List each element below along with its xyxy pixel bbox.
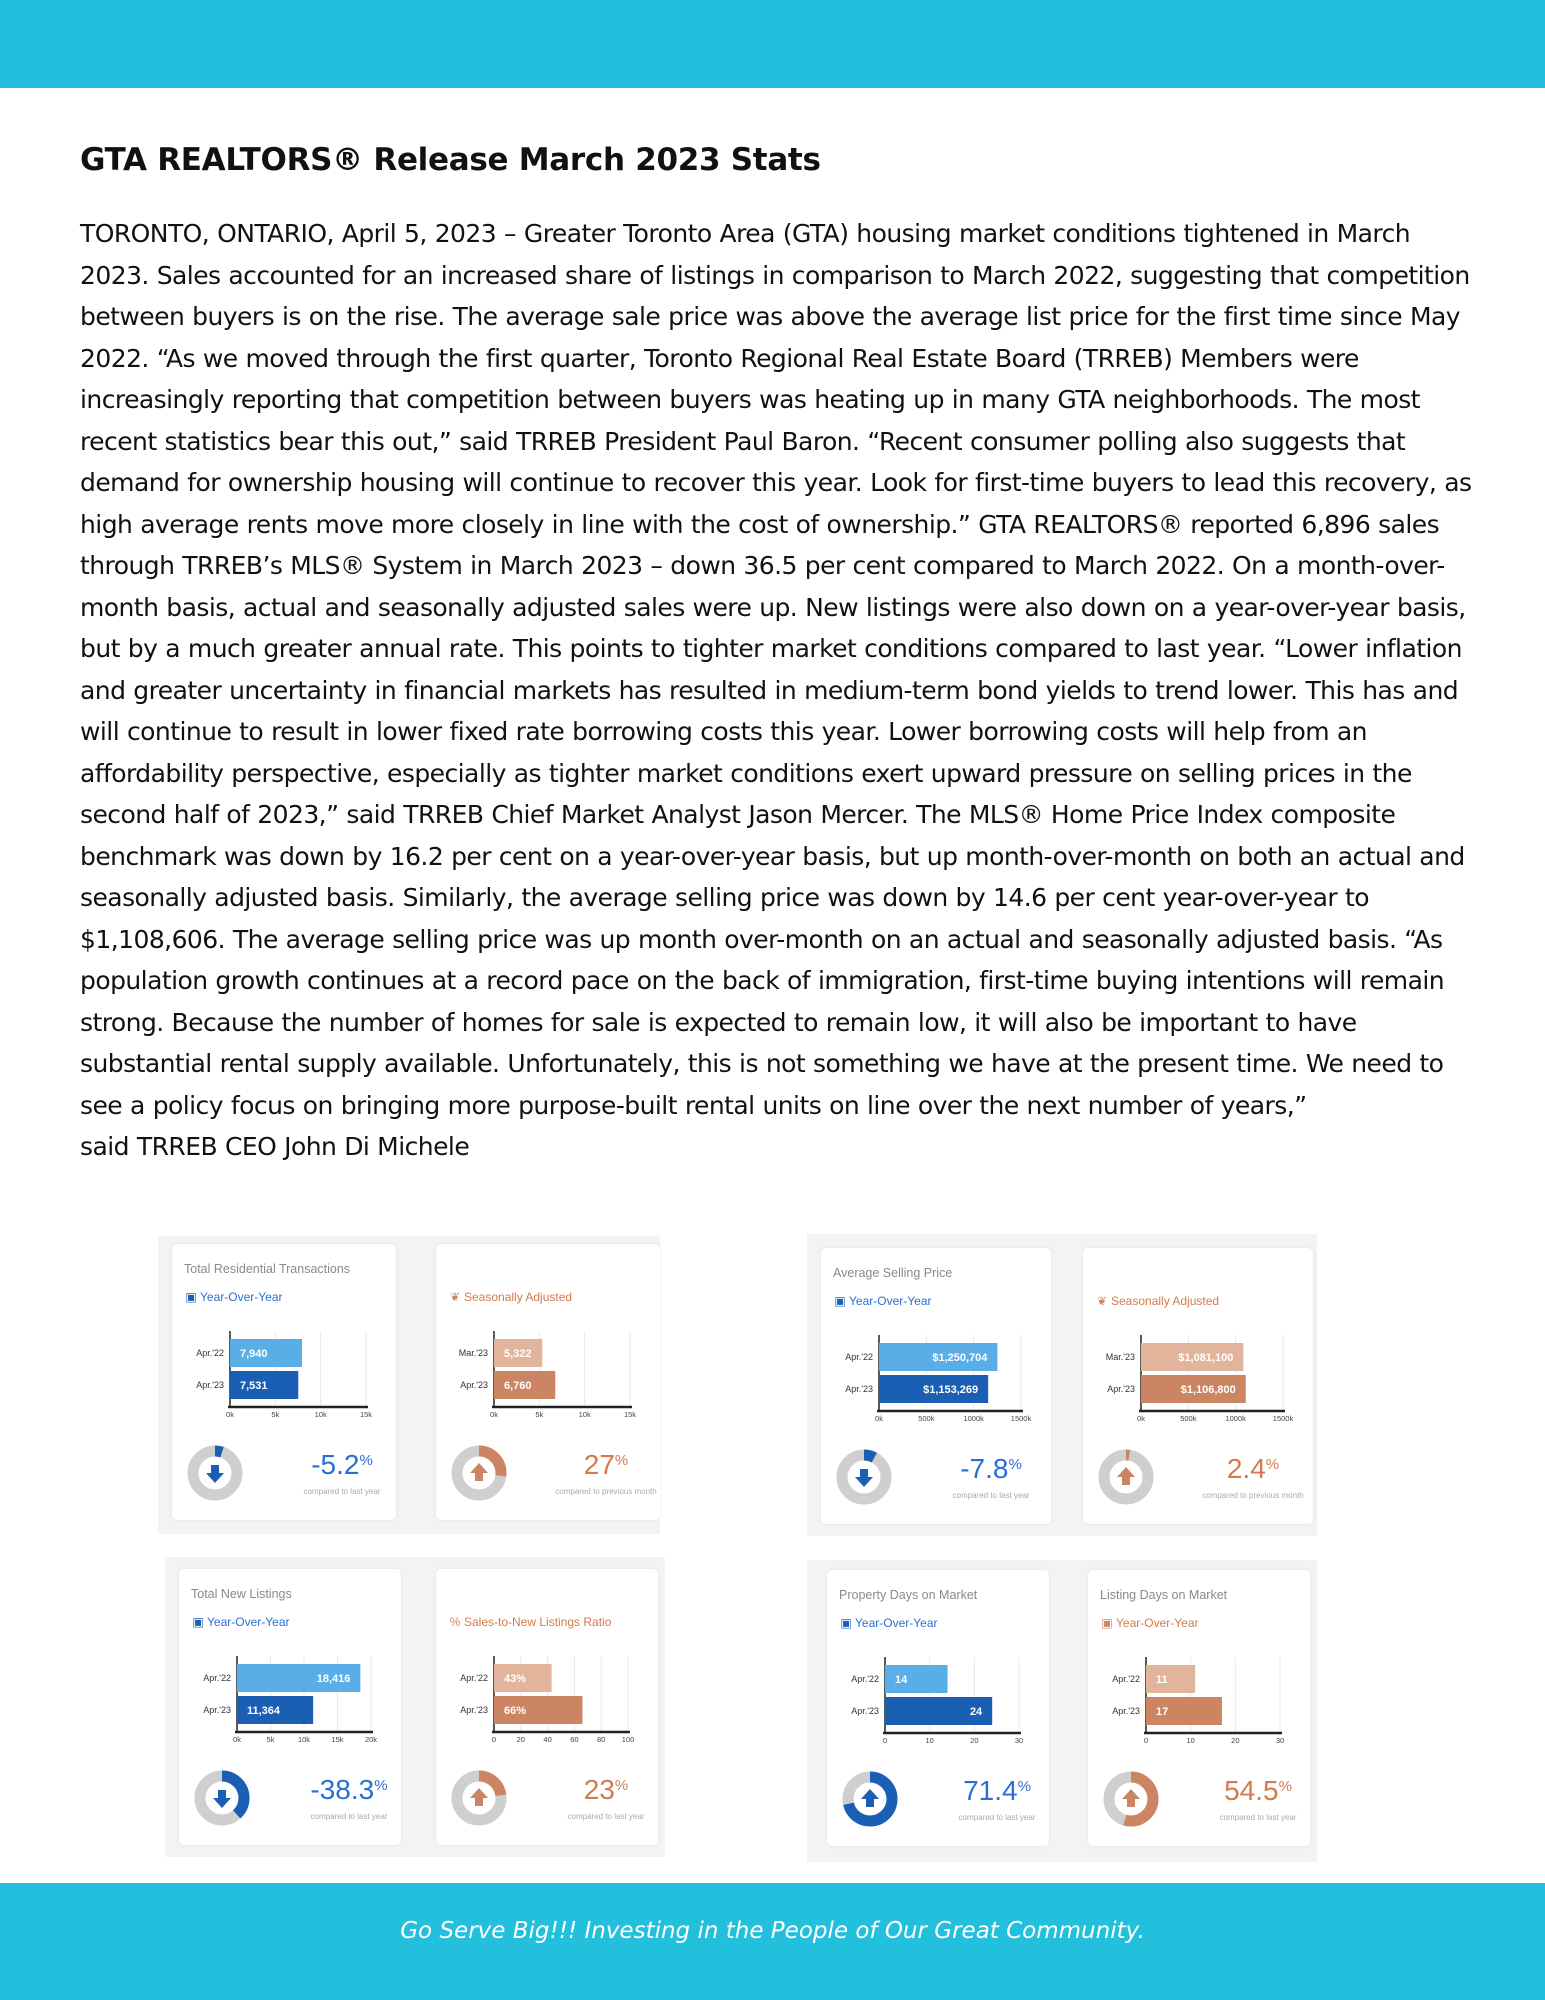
change-percent [536, 1774, 658, 1806]
footer-tagline: Go Serve Big!!! Investing in the People of Our Great Community. [400, 1918, 1145, 1944]
card-subtitle [184, 1290, 283, 1304]
change-percent [1188, 1775, 1310, 1807]
stats-group-price [807, 1234, 1317, 1536]
x-tick-label: 5k [535, 1410, 544, 1419]
x-tick-label: 1500k [1010, 1414, 1032, 1423]
x-tick-label: 30 [1014, 1736, 1024, 1745]
change-value: -5.2 [311, 1449, 360, 1480]
x-tick-label: 0 [1143, 1736, 1149, 1745]
bar-category-label: Mar.'23 [1105, 1352, 1135, 1362]
change-donut [186, 1444, 244, 1502]
bar-category-label: Apr.'22 [851, 1674, 879, 1684]
change-caption: compared to previous month [1202, 1491, 1304, 1500]
bar-category-label: Apr.'22 [1112, 1674, 1140, 1684]
x-tick-label: 20k [364, 1735, 378, 1744]
x-tick-label: 80 [597, 1735, 606, 1744]
donut-svg [450, 1769, 508, 1827]
bar-value-label: 5,322 [504, 1348, 532, 1360]
change-value: 71.4 [963, 1775, 1018, 1806]
change-caption: compared to last year [310, 1812, 388, 1821]
card-subtitle [839, 1616, 938, 1630]
bar-chart-svg [1098, 1655, 1290, 1755]
donut-svg [193, 1769, 251, 1827]
article-paragraph: TORONTO, ONTARIO, April 5, 2023 – Greater Toronto Area (GTA) housing market conditions tightened in March 2023. Sales accounted for an increased share of listings in comparison to March 2022, suggesting that competition between buyers is on the rise. The average sale price was above the average list price for the first time since May 2022. “As we moved through the first quarter, Toronto Regional Real Estate Board (TRREB) Members were increasingly reporting that competition between buyers was heating up in many GTA neighborhoods. The most recent statistics bear this out,” said TRREB President Paul Baron. “Recent consumer polling also suggests that demand for ownership housing will continue to recover this year. Look for first-time buyers to lead this recovery, as high average rents move more closely in line with the cost of ownership.” GTA REALTORS® reported 6,896 sales through TRREB’s MLS® System in March 2023 – down 36.5 per cent compared to March 2022. On a month-over-month basis, actual and seasonally adjusted sales were up. New listings were also down on a year-over-year basis, but by a much greater annual rate. This points to tighter market conditions compared to last year. “Lower inflation and greater uncertainty in financial markets has resulted in medium-term bond yields to trend lower. This has and will continue to result in lower fixed rate borrowing costs this year. Lower borrowing costs will help from an affordability perspective, especially as tighter market conditions exert upward pressure on selling prices in the second half of 2023,” said TRREB Chief Market Analyst Jason Mercer. The MLS® Home Price Index composite benchmark was down by 16.2 per cent on a year-over-year basis, but up month-over-month on both an actual and seasonally adjusted basis. Similarly, the average selling price was down by 14.6 per cent year-over-year to $1,108,606. The average selling price was up month over-month on an actual and seasonally adjusted basis. “As population growth continues at a record pace on the back of immigration, first-time buying intentions will remain strong. Because the number of homes for sale is expected to remain low, it will also be important to have substantial rental supply available. Unfortunately, this is not something we have at the present time. We need to see a policy focus on bringing more purpose-built rental units on line over the next number of years,” [80, 219, 1472, 1120]
x-tick-label: 0k [226, 1410, 234, 1419]
bar-chart [1093, 1333, 1293, 1433]
bar [1146, 1665, 1195, 1693]
change-percent-sign: % [359, 1452, 373, 1469]
calendar-icon: ▣ [840, 1616, 852, 1630]
change-value: 27 [583, 1449, 615, 1480]
bar-category-label: Apr.'23 [845, 1384, 873, 1394]
bar-chart [837, 1655, 1029, 1755]
change-value: -7.8 [960, 1453, 1009, 1484]
donut-svg [1097, 1448, 1155, 1506]
donut-svg [841, 1770, 899, 1828]
bar-category-label: Apr.'23 [460, 1705, 488, 1715]
change-donut [1097, 1448, 1155, 1506]
change-caption: compared to last year [1219, 1813, 1297, 1822]
stat-card-average-price [821, 1248, 1051, 1524]
card-subtitle-text: Year-Over-Year [207, 1615, 290, 1629]
bar-category-label: Apr.'22 [203, 1673, 231, 1683]
x-tick-label: 10k [314, 1410, 327, 1419]
card-subtitle [448, 1290, 572, 1304]
leaf-icon: ❦ [449, 1290, 461, 1304]
stats-group-transactions [158, 1236, 660, 1534]
change-value: 54.5 [1224, 1775, 1279, 1806]
stat-card-price-seasonal [1083, 1248, 1313, 1524]
bar-value-label: 11,364 [247, 1705, 281, 1717]
change-percent [1183, 1453, 1313, 1485]
bar-category-label: Apr.'23 [851, 1706, 879, 1716]
bar-category-label: Apr.'23 [1112, 1706, 1140, 1716]
change-caption: compared to last year [303, 1487, 381, 1496]
bar-value-label: $1,106,800 [1180, 1384, 1236, 1396]
bar-value-label: 7,940 [240, 1348, 268, 1360]
change-percent-sign: % [1017, 1778, 1031, 1795]
bar-chart [446, 1329, 640, 1429]
x-tick-label: 10k [578, 1410, 591, 1419]
x-tick-label: 15k [331, 1735, 344, 1744]
card-subtitle-text: Seasonally Adjusted [1111, 1294, 1220, 1308]
card-subtitle-text: Sales-to-New Listings Ratio [464, 1615, 612, 1629]
bar-value-label: 7,531 [240, 1380, 268, 1392]
card-title: Property Days on Market [839, 1588, 978, 1602]
bar-category-label: Apr.'23 [1107, 1384, 1135, 1394]
bar-category-label: Apr.'22 [845, 1352, 873, 1362]
bar-value-label: 18,416 [316, 1673, 351, 1685]
change-value: 2.4 [1226, 1453, 1266, 1484]
bar-chart [189, 1654, 381, 1754]
bar-chart-svg [446, 1654, 638, 1754]
x-tick-label: 40 [543, 1735, 552, 1744]
x-tick-label: 30 [1275, 1736, 1285, 1745]
change-donut [450, 1444, 508, 1502]
stat-card-property-days [827, 1570, 1049, 1846]
card-title: Listing Days on Market [1100, 1588, 1228, 1602]
header-band [0, 0, 1545, 88]
card-subtitle-text: Year-Over-Year [849, 1294, 932, 1308]
bar-value-label: 24 [969, 1706, 983, 1718]
change-percent [272, 1449, 396, 1481]
stats-group-listings [165, 1557, 665, 1857]
x-tick-label: 0k [875, 1414, 883, 1423]
bar-category-label: Apr.'22 [196, 1348, 224, 1358]
change-percent-sign: % [614, 1777, 629, 1794]
bar-chart-svg [837, 1655, 1029, 1755]
x-tick-label: 0k [1137, 1414, 1145, 1423]
change-caption: compared to last year [952, 1491, 1030, 1500]
x-tick-label: 1000k [1225, 1414, 1246, 1423]
stat-card-transactions-seasonal [436, 1244, 660, 1520]
bar-category-label: Apr.'22 [460, 1673, 488, 1683]
x-tick-label: 0 [882, 1736, 888, 1745]
card-subtitle [833, 1294, 932, 1308]
bar-value-label: 66% [504, 1705, 527, 1717]
change-caption: compared to last year [958, 1813, 1036, 1822]
x-tick-label: 1500k [1272, 1414, 1294, 1423]
bar-chart [831, 1333, 1031, 1433]
change-percent-sign: % [1265, 1456, 1280, 1473]
bar-chart [182, 1329, 376, 1429]
bar-category-label: Apr.'23 [460, 1380, 488, 1390]
bar-value-label: $1,250,704 [932, 1352, 988, 1364]
x-tick-label: 500k [1180, 1414, 1197, 1423]
change-percent-sign: % [374, 1777, 388, 1794]
bar-category-label: Apr.'23 [203, 1705, 231, 1715]
bar-value-label: 6,760 [504, 1380, 532, 1392]
bar-value-label: 14 [895, 1674, 908, 1686]
percent-icon: % [449, 1615, 461, 1629]
stat-card-total-transactions [172, 1244, 396, 1520]
bar-chart [446, 1654, 638, 1754]
change-donut [841, 1770, 899, 1828]
change-donut [1102, 1770, 1160, 1828]
x-tick-label: 10 [1186, 1736, 1195, 1745]
stats-group-days [807, 1560, 1317, 1862]
change-percent-sign: % [614, 1452, 629, 1469]
x-tick-label: 0k [490, 1410, 498, 1419]
article-closing: said TRREB CEO John Di Michele [80, 1132, 470, 1161]
x-tick-label: 1000k [963, 1414, 984, 1423]
change-percent [279, 1774, 401, 1806]
change-caption: compared to previous month [555, 1487, 657, 1496]
donut-svg [1102, 1770, 1160, 1828]
x-tick-label: 20 [1231, 1736, 1240, 1745]
x-tick-label: 5k [266, 1735, 275, 1744]
card-subtitle-text: Year-Over-Year [1116, 1616, 1199, 1630]
change-value: -38.3 [310, 1774, 375, 1805]
card-subtitle [191, 1615, 290, 1629]
x-tick-label: 10 [925, 1736, 934, 1745]
x-tick-label: 20 [516, 1735, 525, 1744]
card-subtitle [1095, 1294, 1219, 1308]
change-donut [835, 1448, 893, 1506]
bar-chart-svg [1093, 1333, 1293, 1433]
change-donut [450, 1769, 508, 1827]
bar-chart-svg [189, 1654, 381, 1754]
stat-card-new-listings [179, 1569, 401, 1845]
x-tick-label: 5k [271, 1410, 280, 1419]
x-tick-label: 20 [970, 1736, 979, 1745]
card-subtitle [448, 1615, 611, 1629]
bar-category-label: Apr.'23 [196, 1380, 224, 1390]
donut-svg [835, 1448, 893, 1506]
stat-card-listing-days [1088, 1570, 1310, 1846]
x-tick-label: 60 [570, 1735, 579, 1744]
bar-chart-svg [831, 1333, 1031, 1433]
card-subtitle [1100, 1616, 1199, 1630]
card-subtitle-text: Seasonally Adjusted [464, 1290, 573, 1304]
x-tick-label: 10k [297, 1735, 311, 1744]
donut-svg [450, 1444, 508, 1502]
bar-chart [1098, 1655, 1290, 1755]
bar-value-label: $1,153,269 [923, 1384, 979, 1396]
bar-value-label: 43% [504, 1673, 527, 1685]
calendar-icon: ▣ [185, 1290, 197, 1304]
calendar-icon: ▣ [1101, 1616, 1113, 1630]
x-tick-label: 500k [918, 1414, 935, 1423]
change-percent [536, 1449, 660, 1481]
change-donut [193, 1769, 251, 1827]
bar-chart-svg [446, 1329, 640, 1429]
article-body [80, 213, 1475, 1168]
change-value: 23 [583, 1774, 615, 1805]
x-tick-label: 15k [623, 1410, 637, 1419]
x-tick-label: 0k [233, 1735, 241, 1744]
bar-value-label: 17 [1156, 1706, 1169, 1718]
card-subtitle-text: Year-Over-Year [200, 1290, 283, 1304]
x-tick-label: 0 [491, 1735, 497, 1744]
stat-card-snlr [436, 1569, 658, 1845]
change-percent-sign: % [1008, 1456, 1022, 1473]
bar-chart-svg [182, 1329, 376, 1429]
change-percent [927, 1775, 1049, 1807]
change-percent-sign: % [1278, 1778, 1292, 1795]
leaf-icon: ❦ [1096, 1294, 1108, 1308]
change-percent [921, 1453, 1051, 1485]
card-title: Total New Listings [191, 1587, 292, 1601]
card-subtitle-text: Year-Over-Year [855, 1616, 938, 1630]
x-tick-label: 15k [359, 1410, 373, 1419]
card-title: Average Selling Price [833, 1266, 953, 1280]
change-caption: compared to last year [567, 1812, 645, 1821]
bar-value-label: $1,081,100 [1178, 1352, 1234, 1364]
card-title: Total Residential Transactions [184, 1262, 351, 1276]
calendar-icon: ▣ [192, 1615, 204, 1629]
x-tick-label: 100 [621, 1735, 635, 1744]
bar-value-label: 11 [1156, 1674, 1168, 1686]
donut-svg [186, 1444, 244, 1502]
headline: GTA REALTORS® Release March 2023 Stats [80, 142, 821, 178]
bar-category-label: Mar.'23 [458, 1348, 488, 1358]
calendar-icon: ▣ [834, 1294, 846, 1308]
